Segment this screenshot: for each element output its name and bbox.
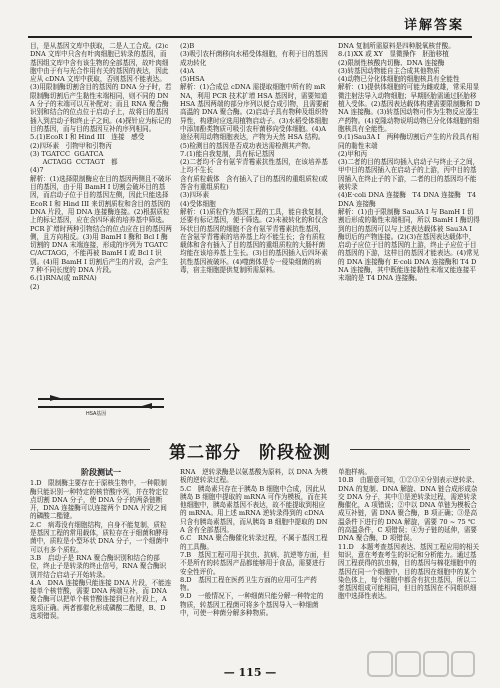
- paragraph: 目，是从基因文库中获取，二是人工合成。(2)cDNA 文库中只含有叶肉细胞已转录的基因，而基因组文库中含有该生物的全部基因，故叶肉细胞中由于有与光合作用有关的基因的表达，因此应从 cDNA 文库中获取，否则基因不能表达。(3)用限制酶切割含目的基因的 DNA 分子时，若限制酶切割后产生黏性末端相同，则不同的 DNA 分子的末端可以互补配对；而且 RNA 聚合酶识别和结合的位点位于启动子上，故将目的基因插入到启动子和终止子之间。(4)探针应为标记的目的基因，而与目的基因互补的序列相同。: [30, 42, 172, 133]
- paragraph: 4.A DNA 连接酶只能连接 DNA 片段，不能连接单个核苷酸，需要 DNA 两端互补，而 DNA 聚合酶可以把单个核苷酸连接到已有片段上，A 选项正确。两者都催化形成磷酸二酯键，B、D 选项错误。: [30, 578, 172, 621]
- figure-caption: HSA基因: [86, 411, 107, 417]
- page-header: [0, 0, 500, 44]
- paragraph: 解析：(1)提供体细胞的可能为雌或雄，常采用显微注射法导入动物细胞；早期胚胎需通过胚胎移植入受体。(2)基因表达载体构建需要限制酶和 DNA 连接酶。(3)转基因动物可作为生物反应器生产药物。(4)克隆动物说明动物已分化体细胞的细胞核具有全能性。: [338, 83, 481, 133]
- paragraph: (2): [30, 282, 40, 291]
- header-title: 详解答案: [403, 17, 464, 32]
- paragraph: 6.C RNA 聚合酶催化转录过程，不属于基因工程的工具酶。: [180, 534, 328, 551]
- paragraph: (4)7: [30, 166, 44, 175]
- paragraph: 7.B 基因工程可用于抗虫、抗病、抗逆等方面，但不是所有的转基因产品都能够用于食品，需要进行安全性评价。: [180, 550, 330, 576]
- paragraph: 9.(1)Sau3A I 两种酶切割后产生的片段具有相同的黏性末端: [338, 133, 479, 150]
- paragraph: 8.D 基因工程在医药卫生方面的应用可生产药物。: [180, 575, 317, 593]
- paragraph: (5)HSA: [180, 75, 205, 84]
- paragraph: 5.(1)EcoR I 和 Hind III 连接 感受: [30, 133, 145, 142]
- paragraph: 7.(1)能自我复制，具有标记基因: [180, 149, 275, 158]
- answer-column-1: [30, 42, 172, 382]
- paragraph: (3)吸引农杆菌移向水稻受体细胞，有利于目的基因成功转化: [180, 50, 328, 67]
- paragraph: 3.B 启动子是 RNA 聚合酶识别和结合的部位，终止子是转录的终止信号，RNA 聚合酶识别并结合启动子开始转录。: [30, 553, 167, 579]
- paragraph: 6.(1)RNA(或 mRNA): [30, 274, 97, 283]
- stage-test-title: 阶段测试一: [81, 467, 121, 477]
- paragraph: (2)B: [180, 42, 195, 50]
- paragraph: (4)A: [180, 66, 195, 75]
- paragraph: 1.D 限制酶主要存在于原核生物中，一种限制酶只能识别一种特定的核苷酸序列，并在特定位点切割 DNA 分子，使 DNA 分子的两条链断开，DNA 连接酶可以连接两个 DNA 片段之间的磷酸二酯键。: [30, 479, 169, 521]
- primer-arrows: [36, 392, 166, 412]
- page-number: — 115 —: [223, 666, 277, 679]
- test-column-2: [180, 468, 330, 658]
- paragraph: 解析：(1)合成总 cDNA 需提取细胞中所有的 mRNA，利用 PCR 技术扩增 HSA 基因时，需要知道 HSA 基因两端的部分序列以便合成引物，且需要耐高温的 DNA 聚合酶。(2)启动子具有物种及组织特异性，构建时应选用植物启动子。(3)水稻受体细胞中添加酚类物质可吸引农杆菌移向受体细胞。(4)A 途径利用动物细胞表达，产物为天然 HSA 结构。(5)检测目的基因是否成功表达需检测其产物。: [180, 83, 330, 150]
- section-title: 第二部分 阶段检测: [169, 443, 331, 462]
- paragraph: 单抱样病。: [338, 468, 371, 476]
- paragraph: DNA 复制所需原料是四种脱氧核苷酸。: [338, 42, 455, 50]
- answer-column-3: [338, 42, 480, 342]
- paragraph: (4)E·coli DNA 连接酶 T4 DNA 连接酶 T4 DNA 连接酶: [338, 191, 479, 208]
- paragraph: 2.C 病毒没有细胞结构，自身不能复制，质粒是基因工程的常用载体，质粒存在于细菌和酵母菌中，质粒是小型环状 DNA 分子，一个细菌中可以有多个质粒。: [30, 520, 169, 554]
- test-column-1: [30, 468, 172, 658]
- header-rule: [28, 36, 472, 38]
- watermark-logo-icon: [366, 648, 476, 682]
- paragraph: 解析：(1)质粒作为基因工程的工具，能自我复制，还要有标记基因，便于筛选。(2)未被转化的和仅含环状目的基因的细胞不含有氨苄青霉素抗性基因，在含氨苄青霉素的培养基上均不能生长；含有质粒载体和含有插入了目的基因的重组质粒的大肠杆菌均能在该培养基上生长。(3)目的基因插入后四环素抗性基因被破坏。(4)噬菌体是专一侵染细菌的病毒，宿主细胞提供复制所需原料。: [180, 207, 328, 275]
- paragraph: 8.(1)XX 或 XY 显微操作 胚胎移植: [338, 50, 449, 59]
- answer-column-2: [180, 42, 330, 302]
- paragraph: (4)动物已分化体细胞的细胞核具有全能性: [338, 75, 460, 84]
- paragraph: (2)四环素 引物甲和引物丙: [30, 141, 112, 150]
- paragraph: (3)转基因动物能自主合成其他物质: [338, 66, 440, 75]
- paragraph: 解析：(1)选择限制酶应在目的基因两侧且不破坏目的基因，由于用 BamH I 切割会破坏目的基因，而启动子位于目的基因左侧，因此只能选择 EcoR I 和 Hind III 来切割质粒和含目的基因的 DNA 片段，用 DNA 连接酶连接。(2)根据质粒上的标记基因，应在含四环素的培养基中筛选。PCR 扩增时两种引物结合的位点应在目的基因两侧，且方向相反。(3)用 BamH I 酶和 Bcl I 酶切割的 DNA 末端连接，形成的序列为 TGATCC/ACTAGG，不能再被 BamH I 或 Bcl I 识别。(4)用 BamH I 切割后产生的片段，会产生 7 种不同长度的 DNA 片段。: [30, 174, 173, 275]
- test-column-3: [338, 468, 480, 658]
- hsa-gene-diagram: [36, 392, 166, 420]
- paragraph: (4)受体细胞: [180, 199, 216, 208]
- paragraph: RNA 逆转录酶是以氨基酸为原料，以 DNA 为模板的逆转录过程。: [180, 468, 328, 485]
- paragraph: (2)甲和丙: [338, 149, 368, 158]
- paragraph: (2)二者均不含有氨苄青霉素抗性基因，在该培养基上均不生长: [180, 158, 328, 175]
- paragraph: (3) TGATCC GGATCA ACTAGG CCTAGT 都: [30, 149, 118, 167]
- section-divider-right: [350, 449, 470, 450]
- paragraph: (3)二者的目的基因均插入启动子与终止子之间，甲中目的基因插入在启动子的上游，丙中目的基因插入在终止子的下游，二者的目的基因均不能被转录: [338, 158, 480, 192]
- paragraph: 9.D 一般情况下，一种细菌只能分解一种特定的物质，转基因工程菌可将多个基因导入一种细菌中，可使一种菌分解多种物质。: [180, 592, 324, 618]
- paragraph: 11.D 本题考查基因表达、基因工程应用的相关知识，意在考查考生的识记和分析能力。通过基因工程获得的抗虫棉，目的基因与棉花细胞中的基因在同一个细胞中，目的基因在细胞中的某个染色体上，每个细胞中都含有抗虫基因，所以二者基因组成可能相同，但目的基因在不同组织细胞中选择性表达。: [338, 542, 480, 601]
- paragraph: (2)限制性核酸内切酶、DNA 连接酶: [338, 58, 445, 67]
- paragraph: 5.C 胰岛素只存在于胰岛 B 细胞中合成，因此从胰岛 B 细胞中提取的 mRNA 可作为模板，而在其他细胞中，胰岛素基因不表达，故不能提取到相应的 mRNA。用上述 mRNA 逆转录得到的 cDNA 只含有胰岛素基因，而从胰岛 B 细胞中提取的 DNA 含有全部基因。: [180, 484, 328, 535]
- paragraph: 10.B 由题意可知，①②③④分别表示逆转录、DNA 的复制、DNA 解旋、DNA 链合成形成杂交 DNA 分子，其中①是逆转录过程，需逆转录酶催化，A 项错误；②中以 DNA 单链为模板合成互补链，需 DNA 聚合酶，B 项正确；③是高温条件下进行的 DNA 解旋，需要 70 ~ 75 ℃ 的高温条件，C 项错误；④为子链的延伸，需要 DNA 聚合酶，D 项错误。: [338, 476, 480, 543]
- paragraph: (3)四环素: [180, 191, 210, 200]
- paragraph: 解析：(1)由于限制酶 Sau3A I 与 BamH I 切割后形成的黏性末端相同，所以 BamH I 酶切得到的目的基因可以与上述表达载体被 Sau3A I 酶切后的产物连接。(2)(3)在基因表达载体中，启动子应位于目的基因的上游，终止子应位于目的基因的下游，这样目的基因才能表达。(4)常见的 DNA 连接酶有 E·coli DNA 连接酶和 T4 DNA 连接酶，其中既能连接黏性末端又能连接平末端的是 T4 DNA 连接酶。: [338, 207, 480, 283]
- paragraph: 含有质粒载体 含有插入了目的基因的重组质粒(或答含有重组质粒): [180, 174, 328, 192]
